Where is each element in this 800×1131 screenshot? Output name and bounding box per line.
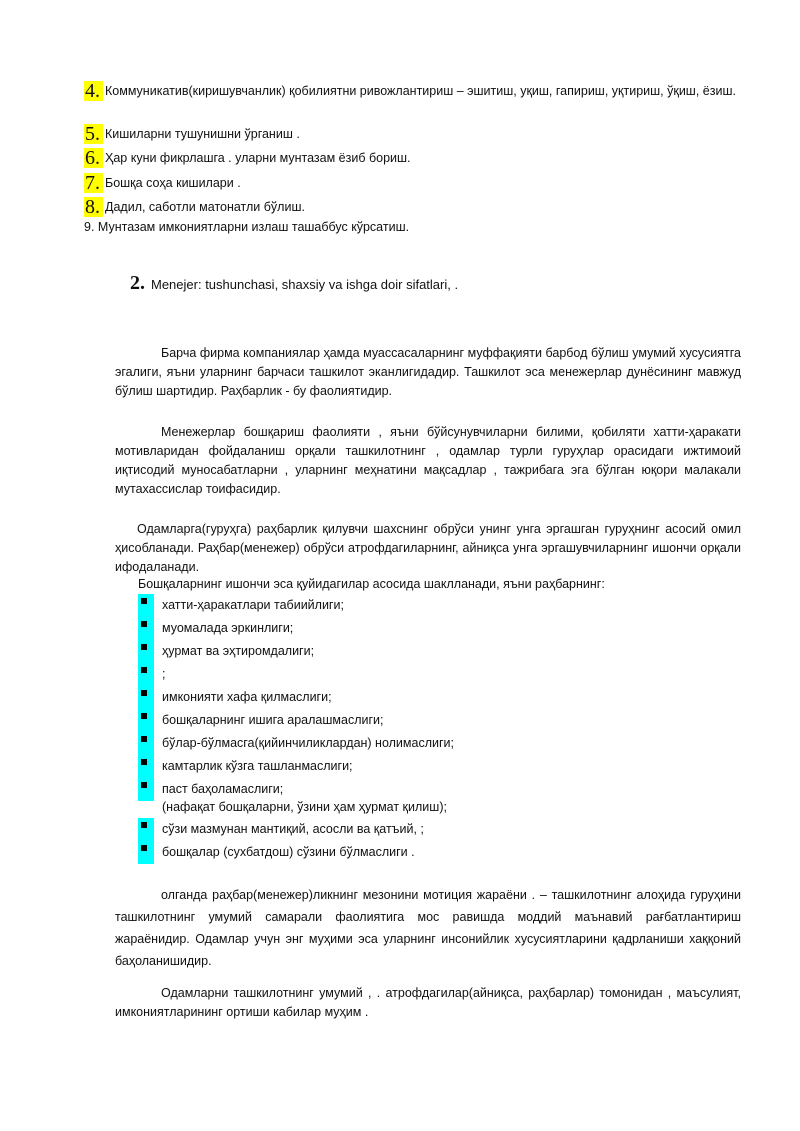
bullet-icon: [138, 663, 154, 686]
paragraph: Одамларни ташкилотнинг умумий , . атрофдагилар(айниқса, раҳбарлар) томонидан , маъсулият, имкониятларининг ортиши кабилар муҳим .: [115, 986, 741, 1019]
bullet-text: имконияти хафа қилмаслиги;: [162, 690, 332, 704]
paragraph: Одамларга(гуруҳга) раҳбарлик қилувчи шахснинг обрўси унинг унга эргашган гуруҳнинг асосий омил ҳисобланади. Раҳбар(менежер) обрўси атрофдагиларнинг, айниқса унга эргашувчиларнинг ишончи орқали ифодаланади.: [115, 522, 741, 574]
bullet-text: ;: [162, 667, 166, 681]
list-item-text: Дадил, саботли матонатли бўлиш.: [105, 200, 305, 214]
bullet-text: бошқалар (сухбатдош) сўзини бўлмаслиги .: [162, 845, 415, 859]
paragraph: олганда раҳбар(менежер)ликнинг мезонини мотиция жараёни . – ташкилотнинг алоҳида гуруҳини ташкилотнинг умумий самарали фаолиятига мос равишда моддий маънавий рағбатлантириш жараёнидир. Одамлар учун энг муҳими эса уларнинг инсонийлик хусусиятларини қадрланиши хаққоний баҳоланишидир.: [115, 888, 741, 968]
bullet-item: [138, 617, 738, 640]
bullet-text: камтарлик кўзга ташланмаслиги;: [162, 759, 353, 773]
section-heading: [130, 272, 458, 295]
list-item: [84, 124, 744, 144]
bullet-icon: [138, 841, 154, 864]
bullet-icon: [138, 755, 154, 778]
bullet-item: [138, 663, 738, 686]
bullet-text: паст баҳоламаслиги;: [162, 782, 284, 796]
list-item-text: Коммуникатив(киришувчанлик) қобилиятни ривожлантириш – эшитиш, уқиш, гапириш, уқтириш, ўқиш, ёзиш.: [105, 84, 736, 98]
list-item-text: Кишиларни тушунишни ўрганиш .: [105, 127, 300, 141]
bullet-item: [138, 732, 738, 755]
list-item: [84, 148, 744, 168]
paragraph: Барча фирма компаниялар ҳамда муассасаларнинг муффақияти барбод бўлиш умумий хусусиятга эгалиги, яъни уларнинг барчаси ташкилот эканлигидадир. Ташкилот эса менежерлар дунёсининг мавжуд бўлиш шартидир. Раҳбарлик - бу фаолиятидир.: [115, 346, 741, 398]
bullet-item: [138, 709, 738, 732]
bullet-item: [138, 755, 738, 778]
bullet-text: хатти-ҳаракатлари табиийлиги;: [162, 598, 344, 612]
list-number: 6.: [84, 148, 103, 168]
bullet-item: [138, 841, 738, 864]
bullet-note: (нафақат бошқаларни, ўзини ҳам ҳурмат қилиш);: [162, 800, 447, 814]
list-item: [84, 173, 744, 193]
list-number: 7.: [84, 173, 103, 193]
list-item-text: Бошқа соҳа кишилари .: [105, 176, 241, 190]
bullet-icon: [138, 617, 154, 640]
paragraph-intro: Бошқаларнинг ишончи эса қуйидагилар асосида шаклланади, яъни раҳбарнинг:: [138, 577, 605, 591]
bullet-item: [138, 594, 738, 617]
bullet-icon: [138, 818, 154, 841]
paragraph: Менежерлар бошқариш фаолияти , яъни бўйсунувчиларни билими, қобиляти хатти-ҳаракати мотивларидан фойдаланиш орқали ташкилотнинг , одамлар турли гуруҳлар орасидаги ижтимоий иқтисодий муносабатларни , уларнинг меҳнатини мақсадлар , тажрибага эга бўлган юқори малакали мутахассислар тоифасидир.: [115, 425, 741, 496]
bullet-item: [138, 686, 738, 709]
list-number: 5.: [84, 124, 103, 144]
bullet-icon: [138, 732, 154, 755]
bullet-icon: [138, 594, 154, 617]
section-number: 2.: [130, 272, 145, 294]
list-number: 8.: [84, 197, 103, 217]
bullet-text: бошқаларнинг ишига аралашмаслиги;: [162, 713, 384, 727]
bullet-item: [138, 640, 738, 663]
bullet-text: ҳурмат ва эҳтиромдалиги;: [162, 644, 315, 658]
bullet-text: муомалада эркинлиги;: [162, 621, 294, 635]
bullet-icon: [138, 686, 154, 709]
bullet-text: бўлар-бўлмасга(қийинчиликлардан) нолимаслиги;: [162, 736, 455, 750]
section-title: Menejer: tushunchasi, shaxsiy va ishga doir sifatlari, .: [151, 277, 459, 292]
bullet-icon: [138, 778, 154, 801]
list-number: 4.: [84, 81, 103, 101]
bullet-item: [138, 818, 738, 841]
list-item-9: 9. Мунтазам имкониятларни излаш ташаббус кўрсатиш.: [84, 220, 410, 234]
bullet-text: сўзи мазмунан мантиқий, асосли ва қатъий, ;: [162, 822, 424, 836]
list-item-text: Ҳар куни фикрлашга . уларни мунтазам ёзиб бориш.: [105, 151, 411, 165]
list-item: [84, 81, 744, 101]
bullet-icon: [138, 709, 154, 732]
bullet-icon: [138, 640, 154, 663]
list-item: [84, 197, 744, 217]
